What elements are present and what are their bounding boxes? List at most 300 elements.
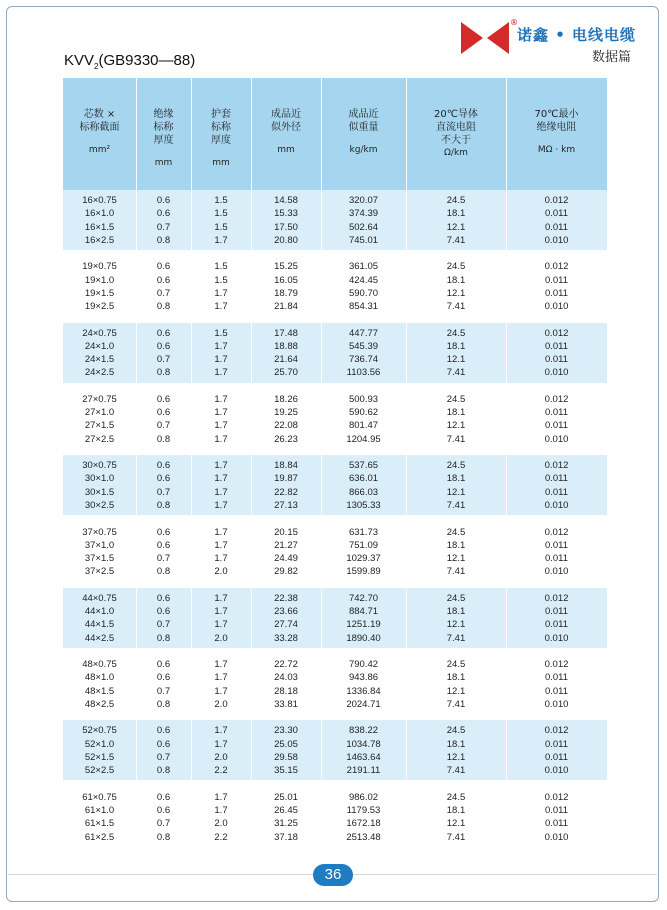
table-cell: 1.7 [214,407,228,419]
table-row [63,260,607,273]
table-cell: 24.5 [446,393,466,405]
brand-logo-icon [461,22,509,54]
column-header-5 [321,78,406,190]
table-cell: 26.45 [274,804,298,816]
table-cell: 12.1 [446,818,466,830]
table-cell: 0.8 [156,831,171,843]
table-cell: 502.64 [348,221,379,233]
table-cell: 52×0.75 [82,725,117,737]
row-group [63,588,607,648]
table-cell: 0.8 [156,698,171,710]
table-cell: 24×1.0 [84,340,115,352]
table-cell: 16×2.5 [84,234,115,246]
table-row [63,274,607,287]
table-row [63,194,607,207]
table-cell: 0.011 [544,287,569,299]
table-cell: 61×1.5 [84,818,115,830]
table-cell: 18.1 [446,738,466,750]
table-cell: 0.010 [544,698,569,710]
table-cell: 986.02 [348,791,379,803]
table-cell: 0.6 [156,791,171,803]
table-row [63,658,607,671]
table-cell: 0.010 [544,500,569,512]
table-cell: 17.50 [274,221,298,233]
table-cell: 1.5 [214,261,228,273]
title-subscript: 2 [94,62,99,71]
table-row [63,486,607,499]
table-cell: 0.7 [156,221,171,233]
table-cell: 0.011 [544,738,569,750]
table-cell: 29.82 [274,566,298,578]
table-row [63,751,607,764]
table-cell: 61×1.0 [84,804,115,816]
column-header-3 [191,78,251,190]
table-row [63,831,607,844]
table-cell: 0.6 [156,208,171,220]
table-cell: 0.011 [544,804,569,816]
table-cell: 0.012 [544,261,569,273]
table-cell: 52×1.5 [84,751,115,763]
table-cell: 16×0.75 [82,195,117,206]
column-header-line: 成品近 [271,109,301,120]
table-row [63,804,607,817]
column-header-line: 护套 [211,109,231,120]
table-cell: 18.26 [274,393,298,405]
table-row [63,565,607,578]
table-cell: 1.7 [214,420,228,432]
table-cell: 21.84 [274,301,298,313]
table-cell: 0.6 [156,460,171,472]
table-cell: 19×1.5 [84,287,115,299]
row-group [63,654,607,714]
table-cell: 0.011 [544,553,569,565]
table-cell: 31.25 [274,818,298,830]
table-cell: 447.77 [348,327,379,339]
table-cell: 0.8 [156,500,171,512]
table-cell: 1463.64 [346,751,381,763]
column-header-7 [506,78,607,190]
table-cell: 1.7 [214,539,228,551]
table-cell: 18.1 [446,473,466,485]
table-cell: 0.6 [156,473,171,485]
table-row [63,433,607,446]
table-cell: 24.5 [446,460,466,472]
table-cell: 0.012 [544,526,569,538]
table-row [63,406,607,419]
table-cell: 0.7 [156,287,171,299]
table-cell: 1.5 [214,195,228,206]
table-row [63,472,607,485]
table-cell: 48×1.5 [84,685,115,697]
table-cell: 27×2.5 [84,433,115,445]
table-row [63,724,607,737]
table-cell: 30×0.75 [82,460,117,472]
table-cell: 0.011 [544,354,569,366]
table-row [63,764,607,777]
table-cell: 0.012 [544,393,569,405]
column-header-line: 不大于 [441,135,471,146]
column-unit: kg/km [349,145,378,155]
table-cell: 44×0.75 [82,592,117,604]
column-unit: MΩ · km [537,145,576,155]
table-cell: 48×1.0 [84,672,115,684]
table-cell: 21.27 [274,539,298,551]
row-group [63,787,607,847]
table-cell: 0.011 [544,340,569,352]
table-cell: 37×1.0 [84,539,115,551]
table-cell: 22.38 [274,592,298,604]
table-cell: 1.7 [214,553,228,565]
table-cell: 25.05 [274,738,298,750]
table-cell: 0.012 [544,659,569,671]
table-cell: 24.5 [446,195,466,206]
table-cell: 0.010 [544,234,569,246]
column-divider [506,78,507,852]
table-cell: 0.012 [544,460,569,472]
table-row [63,459,607,472]
table-row [63,419,607,432]
table-cell: 0.6 [156,592,171,604]
table-cell: 0.6 [156,606,171,618]
table-cell: 7.41 [446,234,466,246]
table-cell: 1.7 [214,473,228,485]
column-header-line: 标称截面 [79,122,120,133]
table-cell: 2.0 [214,566,228,578]
table-cell: 0.011 [544,818,569,830]
table-cell: 745.01 [348,234,379,246]
table-cell: 0.8 [156,433,171,445]
table-cell: 12.1 [446,221,466,233]
table-cell: 1103.56 [346,367,381,379]
column-unit: mm [212,158,230,168]
table-cell: 0.011 [544,473,569,485]
table-cell: 1.7 [214,287,228,299]
column-header-line: 芯数 × [83,109,116,120]
table-cell: 24×0.75 [82,327,117,339]
table-cell: 12.1 [446,420,466,432]
table-cell: 24.03 [274,672,298,684]
table-cell: 1.7 [214,234,228,246]
title-model: KVV [64,52,95,69]
table-cell: 24×2.5 [84,367,115,379]
table-cell: 17.48 [274,327,298,339]
table-cell: 1.5 [214,208,228,220]
table-cell: 0.6 [156,539,171,551]
table-cell: 15.25 [274,261,298,273]
row-group [63,522,607,582]
table-cell: 0.8 [156,765,171,777]
table-cell: 37×0.75 [82,526,117,538]
table-cell: 0.012 [544,791,569,803]
table-cell: 25.70 [274,367,298,379]
table-cell: 12.1 [446,486,466,498]
table-cell: 19.87 [274,473,298,485]
table-cell: 0.010 [544,433,569,445]
table-cell: 18.1 [446,672,466,684]
table-row [63,327,607,340]
table-cell: 12.1 [446,354,466,366]
table-cell: 48×2.5 [84,698,115,710]
table-cell: 1.5 [214,327,228,339]
row-group [63,455,607,515]
table-cell: 21.64 [274,354,298,366]
table-cell: 44×2.5 [84,632,115,644]
table-cell: 1.5 [214,221,228,233]
table-cell: 30×1.0 [84,473,115,485]
table-cell: 1.7 [214,460,228,472]
table-cell: 18.88 [274,340,298,352]
column-header-1 [63,78,136,190]
table-row [63,552,607,565]
table-cell: 30×2.5 [84,500,115,512]
column-divider [406,78,407,852]
table-row [63,738,607,751]
table-cell: 37×2.5 [84,566,115,578]
table-cell: 7.41 [446,367,466,379]
table-cell: 24.5 [446,526,466,538]
column-divider [191,78,192,852]
table-cell: 2.0 [214,751,228,763]
table-cell: 44×1.5 [84,619,115,631]
table-cell: 7.41 [446,566,466,578]
table-cell: 0.011 [544,685,569,697]
table-cell: 27.13 [274,500,298,512]
column-header-6 [406,78,506,190]
column-header-line: 70℃最小 [534,109,579,120]
table-cell: 0.6 [156,393,171,405]
table-cell: 1.7 [214,526,228,538]
table-cell: 0.6 [156,738,171,750]
table-cell: 61×0.75 [82,791,117,803]
table-cell: 1.7 [214,486,228,498]
table-cell: 19×0.75 [82,261,117,273]
table-cell: 1.7 [214,301,228,313]
table-cell: 0.7 [156,553,171,565]
table-cell: 866.03 [348,486,379,498]
row-group [63,190,607,250]
table-cell: 838.22 [348,725,379,737]
table-cell: 1.7 [214,367,228,379]
table-cell: 23.66 [274,606,298,618]
table-cell: 0.6 [156,407,171,419]
table-cell: 18.1 [446,407,466,419]
table-cell: 0.010 [544,831,569,843]
table-cell: 29.58 [274,751,298,763]
table-cell: 0.011 [544,274,569,286]
table-cell: 0.011 [544,751,569,763]
table-cell: 24.5 [446,725,466,737]
column-divider [321,78,322,852]
table-row [63,393,607,406]
table-cell: 1251.19 [346,619,381,631]
table-cell: 0.8 [156,566,171,578]
column-unit: mm [277,145,295,155]
table-cell: 15.33 [274,208,298,220]
row-group [63,256,607,316]
table-cell: 943.86 [348,672,379,684]
column-header-line: 成品近 [348,109,379,120]
table-cell: 33.81 [274,698,298,710]
table-row [63,592,607,605]
table-cell: 16×1.5 [84,221,115,233]
table-cell: 18.1 [446,208,466,220]
table-cell: 24×1.5 [84,354,115,366]
table-row [63,618,607,631]
table-cell: 24.5 [446,261,466,273]
table-cell: 500.93 [348,393,379,405]
table-cell: 12.1 [446,685,466,697]
table-cell: 1.7 [214,659,228,671]
table-cell: 48×0.75 [82,659,117,671]
table-cell: 374.39 [348,208,379,220]
table-cell: 0.010 [544,765,569,777]
table-cell: 801.47 [348,420,379,432]
table-cell: 0.7 [156,818,171,830]
table-row [63,526,607,539]
table-cell: 0.6 [156,340,171,352]
table-cell: 35.15 [274,765,298,777]
column-header-line: 绝缘电阻 [536,122,577,133]
table-cell: 1.7 [214,393,228,405]
column-unit: mm² [88,145,111,155]
table-cell: 1.7 [214,804,228,816]
table-cell: 12.1 [446,287,466,299]
column-header-line: 厚度 [153,135,174,146]
table-cell: 0.012 [544,592,569,604]
column-header-line: 标称 [153,122,174,133]
table-cell: 0.012 [544,195,569,206]
table-cell: 1.7 [214,340,228,352]
table-cell: 1672.18 [346,818,381,830]
column-header-line: 20℃导体 [434,109,478,120]
table-cell: 0.010 [544,632,569,644]
table-cell: 790.42 [348,659,379,671]
table-row [63,234,607,247]
table-cell: 7.41 [446,500,466,512]
table-row [63,817,607,830]
table-cell: 2.2 [214,831,228,843]
table-cell: 1.7 [214,738,228,750]
table-cell: 0.6 [156,672,171,684]
table-cell: 751.09 [348,539,379,551]
section-title: 数据篇 [592,50,632,65]
page-title [64,52,195,71]
table-cell: 424.45 [348,274,379,286]
table-cell: 2.0 [214,698,228,710]
column-unit: Ω/km [444,148,468,158]
table-cell: 1.7 [214,619,228,631]
table-cell: 0.7 [156,751,171,763]
column-divider [136,78,137,852]
table-cell: 1599.89 [346,566,381,578]
table-cell: 0.010 [544,367,569,379]
table-cell: 1029.37 [346,553,381,565]
row-group [63,323,607,383]
table-cell: 24.49 [274,553,298,565]
table-cell: 0.7 [156,420,171,432]
table-cell: 28.18 [274,685,298,697]
table-cell: 18.1 [446,804,466,816]
table-cell: 0.011 [544,539,569,551]
table-cell: 16×1.0 [84,208,115,220]
table-cell: 1.7 [214,592,228,604]
spec-table [63,78,607,852]
table-cell: 320.07 [348,195,379,206]
table-cell: 0.6 [156,659,171,671]
table-row [63,366,607,379]
table-cell: 0.6 [156,261,171,273]
table-cell: 590.70 [348,287,379,299]
table-cell: 0.8 [156,367,171,379]
table-cell: 27.74 [274,619,298,631]
table-cell: 30×1.5 [84,486,115,498]
table-cell: 0.7 [156,685,171,697]
table-cell: 736.74 [348,354,379,366]
table-cell: 16.05 [274,274,298,286]
row-group [63,720,607,780]
table-cell: 2024.71 [346,698,381,710]
table-cell: 37.18 [274,831,298,843]
table-row [63,685,607,698]
table-cell: 0.010 [544,301,569,313]
table-cell: 1.7 [214,672,228,684]
table-cell: 2513.48 [346,831,381,843]
column-header-line: 直流电阻 [436,122,476,133]
page-number: 36 [313,864,353,886]
title-standard: (GB9330—88) [98,52,196,69]
table-cell: 0.6 [156,526,171,538]
table-cell: 2191.11 [346,765,381,777]
table-cell: 23.30 [274,725,298,737]
table-cell: 7.41 [446,765,466,777]
table-row [63,499,607,512]
table-cell: 0.011 [544,420,569,432]
table-cell: 0.6 [156,195,171,206]
table-cell: 12.1 [446,553,466,565]
table-cell: 1.7 [214,725,228,737]
table-cell: 18.84 [274,460,298,472]
table-row [63,221,607,234]
table-cell: 12.1 [446,751,466,763]
table-cell: 1305.33 [346,500,381,512]
table-cell: 1.7 [214,791,228,803]
table-cell: 22.82 [274,486,298,498]
table-cell: 14.58 [274,195,298,206]
table-cell: 7.41 [446,301,466,313]
table-cell: 0.6 [156,274,171,286]
table-cell: 19×1.0 [84,274,115,286]
table-cell: 884.71 [348,606,379,618]
table-cell: 44×1.0 [84,606,115,618]
table-cell: 25.01 [274,791,298,803]
table-cell: 33.28 [274,632,298,644]
table-cell: 24.5 [446,592,466,604]
table-cell: 0.011 [544,606,569,618]
table-cell: 19.25 [274,407,298,419]
column-header-line: 厚度 [211,135,231,146]
table-cell: 12.1 [446,619,466,631]
table-cell: 20.80 [274,234,298,246]
table-cell: 537.65 [348,460,379,472]
table-cell: 0.8 [156,632,171,644]
table-cell: 7.41 [446,433,466,445]
table-cell: 18.1 [446,539,466,551]
table-cell: 0.011 [544,619,569,631]
table-cell: 1.7 [214,685,228,697]
table-row [63,791,607,804]
row-group [63,389,607,449]
table-cell: 18.1 [446,274,466,286]
